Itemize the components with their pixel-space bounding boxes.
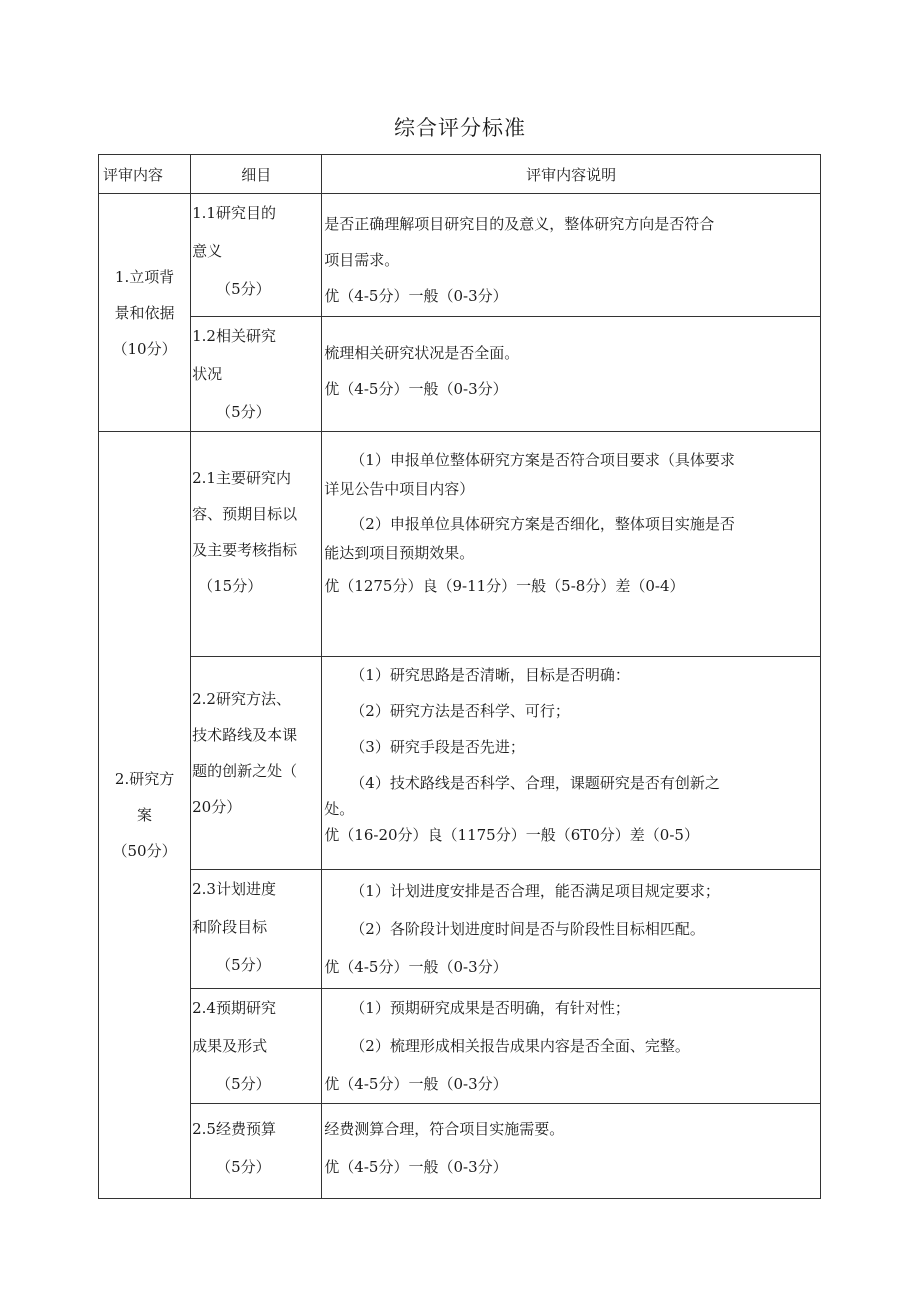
subitem-text: 及主要考核指标 <box>192 541 298 559</box>
subitem-score: （5分） <box>216 956 271 974</box>
subitem-text: 2.4预期研究 <box>192 999 276 1017</box>
header-item: 细目 <box>191 155 322 194</box>
description-score-range: 优（4-5分）一般（0-3分） <box>324 958 508 976</box>
description-text: 项目需求。 <box>324 251 400 269</box>
description-score-range: 优（4-5分）一般（0-3分） <box>324 1158 508 1176</box>
subitem-score: （15分） <box>198 577 263 595</box>
category-1-line2: 景和依据 <box>114 303 175 322</box>
category-1 <box>99 194 191 432</box>
description-text: （2）各阶段计划进度时间是否与阶段性目标相匹配。 <box>350 920 705 938</box>
subitem-2-2 <box>191 657 322 870</box>
subitem-text: 意义 <box>192 242 223 260</box>
description-1-1 <box>322 194 821 317</box>
category-2-line1: 2.研究方 <box>114 770 175 788</box>
header-row <box>99 155 821 194</box>
category-2 <box>99 432 191 1199</box>
table-row <box>99 989 821 1104</box>
subitem-text: 1.1研究目的 <box>192 204 276 222</box>
description-text: （2）研究方法是否科学、可行； <box>350 702 570 720</box>
category-1-score: （10分） <box>112 339 177 358</box>
description-text: 是否正确理解项目研究目的及意义，整体研究方向是否符合 <box>324 215 715 233</box>
table-row <box>99 194 821 317</box>
table-row <box>99 870 821 989</box>
subitem-text: 容、预期目标以 <box>192 505 298 523</box>
subitem-score: （5分） <box>216 403 271 421</box>
description-2-1 <box>322 432 821 657</box>
description-score-range: 优（16-20分）良（1175分）一般（6T0分）差（0-5） <box>324 826 699 844</box>
subitem-text: 成果及形式 <box>192 1037 268 1055</box>
description-text: （4）技术路线是否科学、合理，课题研究是否有创新之 <box>350 774 720 792</box>
table-row <box>99 1104 821 1199</box>
subitem-text: 2.5经费预算 <box>192 1120 276 1138</box>
subitem-text: 2.1主要研究内 <box>192 469 291 487</box>
table-row <box>99 317 821 432</box>
category-2-score: （50分） <box>112 842 177 860</box>
description-text: （1）申报单位整体研究方案是否符合项目要求（具体要求 <box>350 451 735 469</box>
description-text: （1）计划进度安排是否合理，能否满足项目规定要求； <box>350 882 720 900</box>
description-text: （1）预期研究成果是否明确，有针对性； <box>350 999 630 1017</box>
description-2-2 <box>322 657 821 870</box>
subitem-text: 2.2研究方法、 <box>192 690 291 708</box>
subitem-text: 技术路线及本课 <box>192 726 298 744</box>
subitem-text: 题的创新之处（ <box>192 762 298 780</box>
subitem-score: （5分） <box>216 1158 271 1176</box>
description-2-3 <box>322 870 821 989</box>
header-description: 评审内容说明 <box>322 155 821 194</box>
scoring-table <box>98 154 821 1199</box>
table-row <box>99 432 821 657</box>
subitem-text: 状况 <box>192 365 223 383</box>
description-score-range: 优（4-5分）一般（0-3分） <box>324 380 508 398</box>
category-2-line2: 案 <box>137 806 153 824</box>
subitem-score: （5分） <box>216 1075 271 1093</box>
subitem-2-3 <box>191 870 322 989</box>
document-title: 综合评分标准 <box>394 116 526 140</box>
description-1-2 <box>322 317 821 432</box>
description-score-range: 优（4-5分）一般（0-3分） <box>324 1075 508 1093</box>
description-text: （3）研究手段是否先进； <box>350 738 525 756</box>
description-text: 处。 <box>324 800 355 818</box>
subitem-2-1 <box>191 432 322 657</box>
subitem-score: 20分） <box>192 798 242 816</box>
description-text: 梳理相关研究状况是否全面。 <box>324 344 520 362</box>
subitem-2-4 <box>191 989 322 1104</box>
description-text: 详见公告中项目内容） <box>324 480 475 498</box>
description-text: （1）研究思路是否清晰，目标是否明确： <box>350 666 630 684</box>
description-text: 经费测算合理，符合项目实施需要。 <box>324 1120 565 1138</box>
subitem-1-1 <box>191 194 322 317</box>
description-score-range: 优（1275分）良（9-11分）一般（5-8分）差（0-4） <box>324 577 685 595</box>
subitem-2-5 <box>191 1104 322 1199</box>
description-text: （2）梳理形成相关报告成果内容是否全面、完整。 <box>350 1037 690 1055</box>
description-2-5 <box>322 1104 821 1199</box>
subitem-text: 1.2相关研究 <box>192 327 276 345</box>
description-score-range: 优（4-5分）一般（0-3分） <box>324 287 508 305</box>
subitem-1-2 <box>191 317 322 432</box>
description-2-4 <box>322 989 821 1104</box>
subitem-text: 和阶段目标 <box>192 918 268 936</box>
description-text: （2）申报单位具体研究方案是否细化，整体项目实施是否 <box>350 515 735 533</box>
header-review-content: 评审内容 <box>99 155 191 194</box>
table-row <box>99 657 821 870</box>
description-text: 能达到项目预期效果。 <box>324 544 475 562</box>
subitem-score: （5分） <box>216 280 271 298</box>
category-1-line1: 1.立项背 <box>114 267 175 286</box>
subitem-text: 2.3计划进度 <box>192 880 276 898</box>
